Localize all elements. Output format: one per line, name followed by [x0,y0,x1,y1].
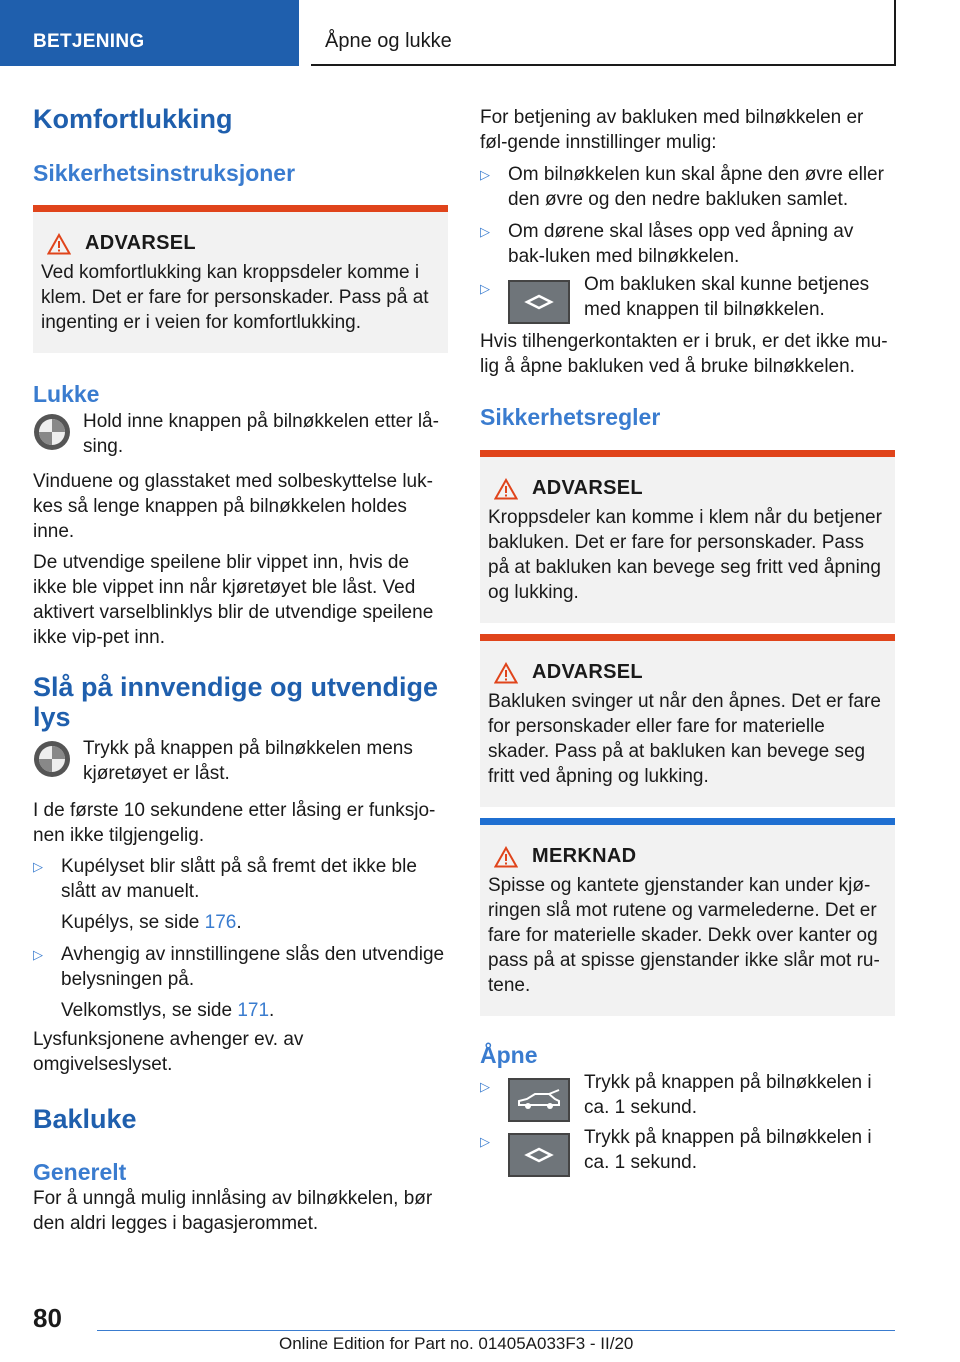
heading-lys: Slå på innvendige og utvendige lys [33,672,439,732]
list-item: ▷ Om bakluken skal kunne betjenes med knappen til bilnøkkelen. [480,276,895,324]
cross-reference: Velkomstlys, se side 171. [61,1000,275,1021]
heading-sikkerhetsinstruksjoner: Sikkerhetsinstruksjoner [33,160,296,186]
page-link-176[interactable]: 176 [204,912,237,933]
car-icon [515,1088,563,1112]
bmw-key-icon [33,413,71,451]
warning-text: Bakluken svinger ut når den åpnes. Det er fare for personskader eller fare for materielle skader. Pass på at bakluken kan bevege seg fritt ved åpning og lukking. [488,691,881,787]
chapter-header [311,0,896,66]
bakluke-intro: For betjening av bakluken med bilnøkkelen er føl-gende innstillinger mulig: [480,107,864,153]
settings-list [480,162,895,324]
warning-title: ADVARSEL [532,477,643,499]
warning-triangle-icon [47,233,71,255]
warning-box-komfort [33,205,448,353]
heading-apne: Åpne [480,1042,538,1068]
list-item: ▷ Avhengig av innstillingene slås den utvendige belysningen på. Velkomstlys, se side 171. [33,942,448,1023]
diamond-icon [524,294,554,310]
bmw-key-icon [33,740,71,778]
lukke-paragraph-2: De utvendige speilene blir vippet inn, hvis de ikke ble vippet inn når kjøretøyet ble låst. Ved aktivert varselblinklys blir de utvendige speilene ikke vip-pet inn. [33,552,434,648]
list-item: ▷ Om bilnøkkelen kun skal åpne den øvre eller den øvre og den nedre bakluken samlet. [480,162,895,212]
heading-generelt: Generelt [33,1159,127,1185]
tailgate-button-icon [508,280,570,324]
warning-triangle-icon [494,662,518,684]
note-box [480,818,895,1016]
chapter-title: Åpne og lukke [325,30,452,52]
page-number: 80 [33,1303,62,1333]
warning-triangle-icon [494,478,518,500]
section-tab [0,0,299,66]
note-text: Spisse og kantete gjenstander kan under kjø-ringen slå mot rutene og varmelederne. Det er fare for materielle skader. Dekk over kanter og pass på at spisse gjenstander ikke slår mot ru-tene. [488,875,880,996]
lys-list [33,854,448,1023]
lukke-instruction [33,409,448,459]
warning-triangle-icon [494,846,518,868]
list-item: ▷ Kupélyset blir slått på så fremt det ikke ble slått av manuelt. Kupélys, se side 176. [33,854,448,935]
warning-text: Ved komfortlukking kan kroppsdeler komme i klem. Det er fare for personskader. Pass på at ingenting er i veien for komfortlukking. [41,262,429,333]
warning-text: Kroppsdeler kan komme i klem når du betjener bakluken. Det er fare for personskader. Pass på at bakluken kan bevege seg fritt ved åpning og lukking. [488,507,882,603]
heading-sikkerhetsregler: Sikkerhetsregler [480,404,661,430]
list-item: ▷ Trykk på knappen på bilnøkkelen i ca. 1 sekund. [480,1074,895,1122]
car-open-button-icon [508,1078,570,1122]
warning-box-bakluke-klem [480,450,895,623]
page-link-171[interactable]: 171 [237,1000,270,1021]
lukke-icon-text: Hold inne knappen på bilnøkkelen etter lå-sing. [83,411,439,457]
generelt-paragraph: For å unngå mulig innlåsing av bilnøkkelen, bør den aldri legges i bagasjerommet. [33,1188,433,1234]
note-title: MERKNAD [532,845,637,867]
lukke-paragraph-1: Vinduene og glasstaket med solbeskyttelse luk-kes så lenge knappen på bilnøkkelen holdes inne. [33,471,433,542]
heading-komfortlukking: Komfortlukking [33,104,233,134]
section-label: BETJENING [33,31,145,52]
footer-divider [97,1330,895,1331]
lys-icon-text: Trykk på knappen på bilnøkkelen mens kjøretøyet er låst. [83,738,413,784]
right-column [480,100,895,1177]
lys-paragraph-2: Lysfunksjonene avhenger ev. av omgivelseslyset. [33,1029,304,1075]
left-column [33,100,448,1236]
tilhenger-paragraph: Hvis tilhengerkontakten er i bruk, er det ikke mu-lig å åpne bakluken ved å bruke bilnøkkelen. [480,331,888,377]
lys-instruction [33,736,448,786]
diamond-icon [524,1147,554,1163]
lys-paragraph-1: I de første 10 sekundene etter låsing er funksjo-nen ikke tilgjengelig. [33,800,436,846]
tailgate-button-icon [508,1133,570,1177]
warning-title: ADVARSEL [85,232,196,254]
heading-lukke: Lukke [33,381,100,407]
warning-box-bakluke-sving [480,634,895,807]
warning-title: ADVARSEL [532,661,643,683]
heading-bakluke: Bakluke [33,1104,137,1134]
list-item: ▷ Om dørene skal låses opp ved åpning av bak-luken med bilnøkkelen. [480,219,895,269]
apne-list [480,1074,895,1177]
edition-text: Online Edition for Part no. 01405A033F3 - II/20 [279,1334,634,1353]
list-item: ▷ Trykk på knappen på bilnøkkelen i ca. 1 sekund. [480,1129,895,1177]
cross-reference: Kupélys, se side 176. [61,912,242,933]
